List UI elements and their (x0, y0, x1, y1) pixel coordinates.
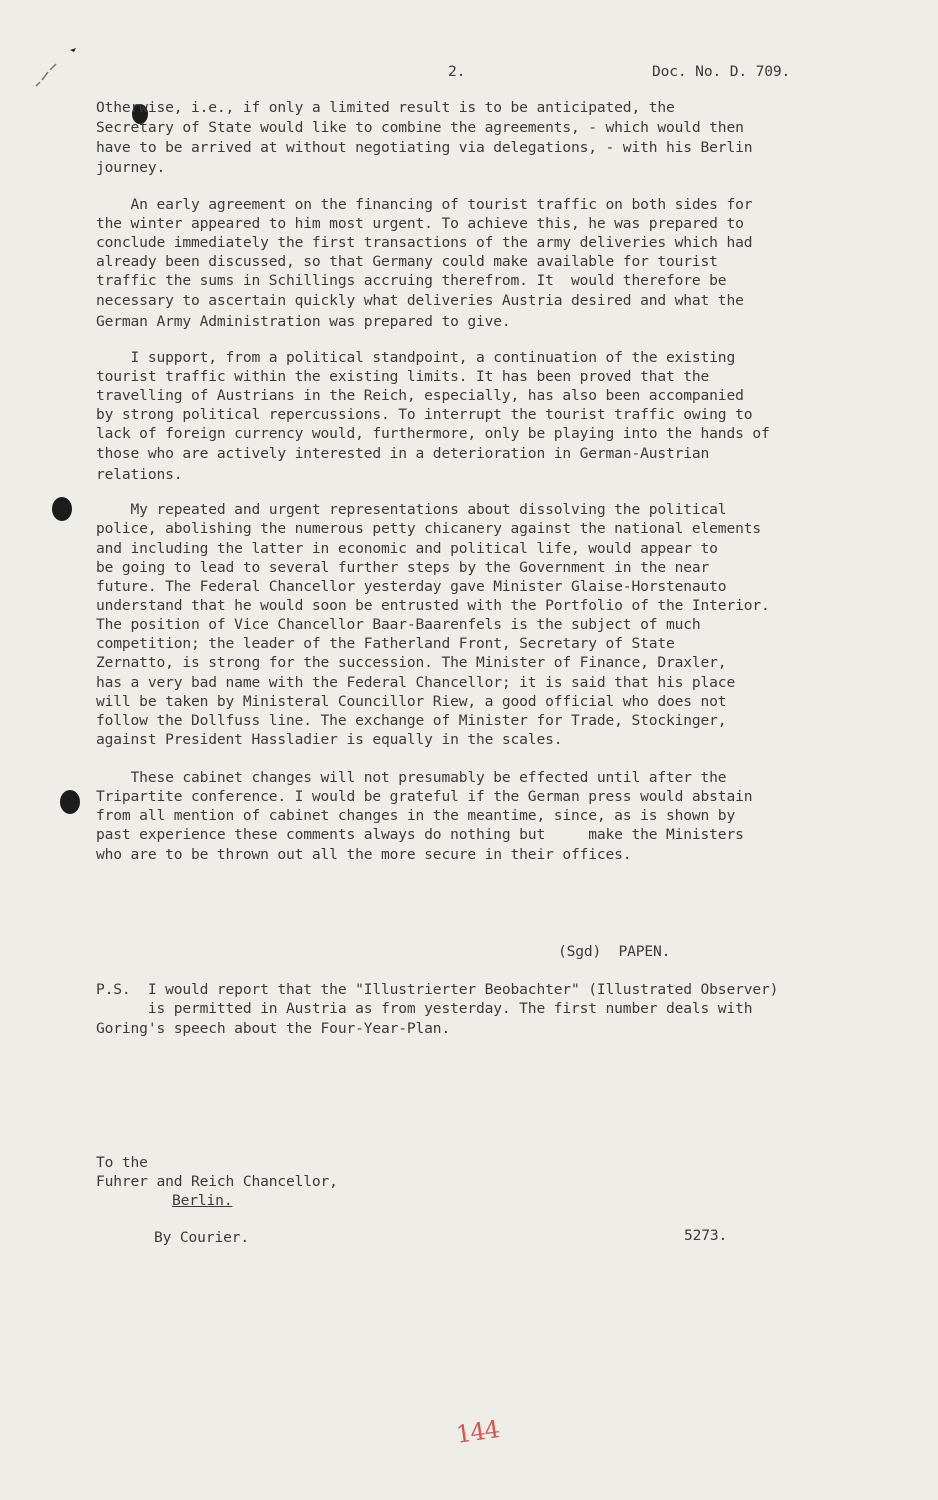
text-line: against President Hassladier is equally in the scales. (96, 731, 563, 748)
text-line: Otherwise, i.e., if only a limited result is to be anticipated, the (96, 99, 675, 116)
page-number: 2. (448, 63, 466, 80)
address-city: Berlin. (172, 1192, 233, 1209)
text-line: be going to lead to several further steps by the Government in the near (96, 559, 710, 576)
text-line: tourist traffic within the existing limits. It has been proved that the (96, 368, 710, 385)
text-line: past experience these comments always do nothing but make the Ministers (96, 826, 744, 843)
text-line: by strong political repercussions. To interrupt the tourist traffic owing to (96, 406, 753, 423)
text-line: already been discussed, so that Germany could make available for tourist (96, 253, 718, 270)
document-number: 5273. (684, 1227, 728, 1244)
text-line: German Army Administration was prepared to give. (96, 313, 511, 330)
text-line: An early agreement on the financing of tourist traffic on both sides for (96, 196, 753, 213)
text-line: Secretary of State would like to combine the agreements, - which would then (96, 119, 744, 136)
doc-reference: Doc. No. D. 709. (652, 63, 791, 80)
text-line: conclude immediately the first transactions of the army deliveries which had (96, 234, 753, 251)
text-line: future. The Federal Chancellor yesterday gave Minister Glaise-Horstenauto (96, 578, 727, 595)
delivery-method: By Courier. (154, 1229, 249, 1246)
text-line: who are to be thrown out all the more secure in their offices. (96, 846, 632, 863)
text-line: These cabinet changes will not presumably be effected until after the (96, 769, 727, 786)
text-line: necessary to ascertain quickly what deliveries Austria desired and what the (96, 292, 744, 309)
text-line: Zernatto, is strong for the succession. The Minister of Finance, Draxler, (96, 654, 727, 671)
text-line: police, abolishing the numerous petty chicanery against the national elements (96, 520, 761, 537)
text-line: journey. (96, 159, 166, 176)
text-line: I support, from a political standpoint, a continuation of the existing (96, 349, 736, 366)
address-line: To the (96, 1154, 148, 1171)
text-line: will be taken by Ministeral Councillor Riew, a good official who does not (96, 693, 727, 710)
text-line: My repeated and urgent representations about dissolving the political (96, 501, 727, 518)
text-line: those who are actively interested in a deterioration in German-Austrian (96, 445, 710, 462)
punch-hole-bottom (60, 790, 80, 814)
text-line: lack of foreign currency would, furthermore, only be playing into the hands of (96, 425, 770, 442)
text-line: traffic the sums in Schillings accruing therefrom. It would therefore be (96, 272, 727, 289)
address-line: Fuhrer and Reich Chancellor, (96, 1173, 338, 1190)
text-line: travelling of Austrians in the Reich, especially, has also been accompanied (96, 387, 744, 404)
text-line: competition; the leader of the Fatherland Front, Secretary of State (96, 635, 675, 652)
text-line: Goring's speech about the Four-Year-Plan. (96, 1020, 451, 1037)
punch-hole-middle (52, 497, 72, 521)
text-line: relations. (96, 466, 183, 483)
text-line: understand that he would soon be entrusted with the Portfolio of the Interior. (96, 597, 770, 614)
signature: (Sgd) PAPEN. (558, 943, 671, 960)
text-line: from all mention of cabinet changes in the meantime, since, as is shown by (96, 807, 736, 824)
text-line: the winter appeared to him most urgent. To achieve this, he was prepared to (96, 215, 744, 232)
text-line: P.S. I would report that the "Illustrierter Beobachter" (Illustrated Observer) (96, 981, 779, 998)
text-line: Tripartite conference. I would be grateful if the German press would abstain (96, 788, 753, 805)
text-line: is permitted in Austria as from yesterday. The first number deals with (96, 1000, 753, 1017)
handwritten-folio: 144 (454, 1415, 501, 1449)
text-line: and including the latter in economic and political life, would appear to (96, 540, 718, 557)
text-line: have to be arrived at without negotiating via delegations, - with his Berlin (96, 139, 753, 156)
text-line: The position of Vice Chancellor Baar-Baarenfels is the subject of much (96, 616, 701, 633)
text-line: has a very bad name with the Federal Chancellor; it is said that his place (96, 674, 736, 691)
pen-mark-icon (30, 42, 80, 92)
text-line: follow the Dollfuss line. The exchange of Minister for Trade, Stockinger, (96, 712, 727, 729)
